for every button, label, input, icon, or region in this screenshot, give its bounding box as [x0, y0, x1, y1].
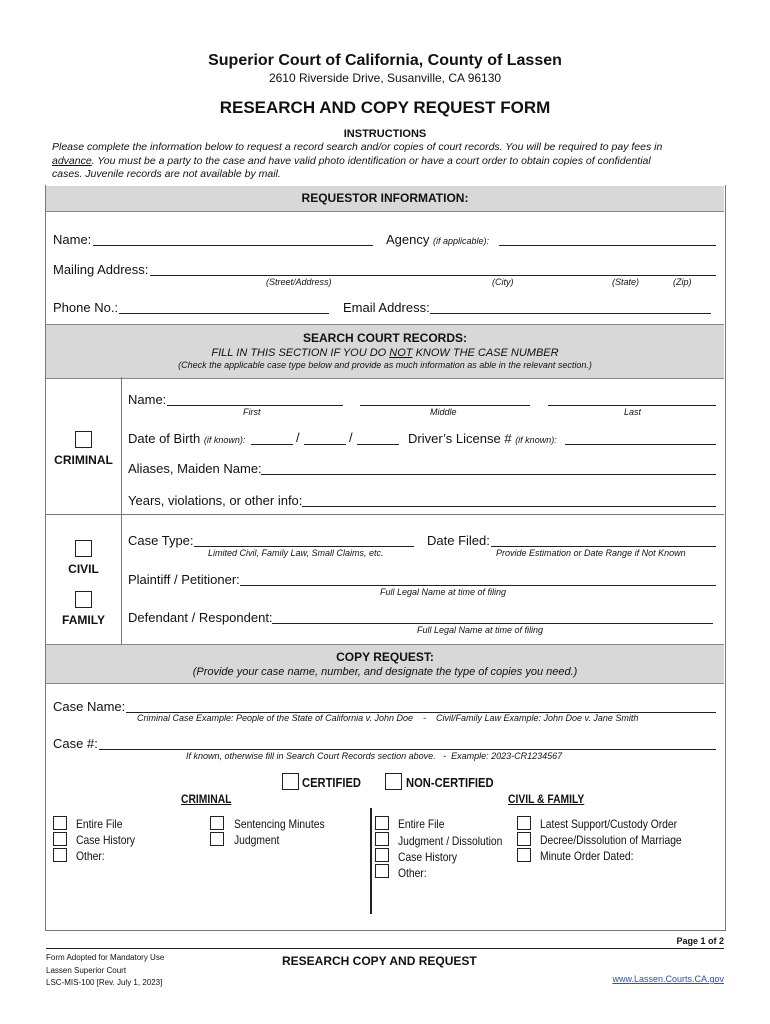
copy-options-divider	[370, 808, 372, 914]
plaintiff-label: Plaintiff / Petitioner:	[128, 572, 240, 587]
civil-checkbox[interactable]	[75, 540, 92, 557]
last-hint: Last	[624, 407, 642, 417]
dl-label-wrap	[408, 431, 557, 446]
civil-entire-file-label: Entire File	[398, 817, 445, 831]
page-number: Page 1 of 2	[676, 936, 724, 946]
date-filed-label: Date Filed:	[427, 533, 490, 548]
instructions-line-2-rest: . You must be a party to the case and have valid photo identification or have a court order to obtain copies of confidential	[91, 155, 651, 167]
street-hint: (Street/Address)	[266, 277, 332, 287]
copy-subheading: (Provide your case name, number, and designate the type of copies you need.)	[192, 666, 578, 678]
drivers-license-field[interactable]	[565, 444, 716, 445]
criminal-other-label: Other:	[76, 849, 105, 863]
civil-case-history-label: Case History	[398, 850, 458, 864]
date-filed-field[interactable]	[491, 546, 716, 547]
plaintiff-field[interactable]	[240, 585, 716, 586]
agency-note: (if applicable):	[433, 236, 490, 246]
criminal-case-history-label: Case History	[76, 833, 136, 847]
search-sub-pre: FILL IN THIS SECTION IF YOU DO	[211, 347, 390, 359]
years-label: Years, violations, or other info:	[128, 493, 303, 508]
court-website-link[interactable]: www.Lassen.Courts.CA.gov	[612, 974, 724, 984]
agency-label-wrap	[386, 232, 489, 247]
form-number: LSC-MIS-100 [Rev. July 1, 2023]	[46, 978, 163, 987]
dob-day-field[interactable]	[304, 444, 346, 445]
case-number-hint: If known, otherwise fill in Search Court Records section above. - Example: 2023-CR1234567	[186, 751, 563, 761]
civil-case-history-checkbox[interactable]	[375, 848, 389, 862]
court-address: 2610 Riverside Drive, Susanville, CA 96130	[268, 71, 502, 85]
criminal-case-history-checkbox[interactable]	[53, 832, 67, 846]
requestor-name-field[interactable]	[93, 245, 373, 246]
last-name-field[interactable]	[548, 405, 716, 406]
search-sub-not: NOT	[389, 347, 413, 359]
city-hint: (City)	[492, 277, 514, 287]
criminal-name-label: Name:	[128, 392, 167, 407]
non-certified-checkbox[interactable]	[385, 773, 402, 790]
case-number-label: Case #:	[53, 736, 98, 751]
footer-court: Lassen Superior Court	[46, 966, 127, 975]
search-subheading	[46, 347, 724, 359]
dl-label: Driver’s License #	[408, 431, 512, 446]
dob-year-field[interactable]	[357, 444, 399, 445]
instructions-line-2	[52, 155, 651, 167]
civil-family-copies-heading: CIVIL & FAMILY	[508, 792, 585, 806]
dl-note: (if known):	[515, 435, 557, 445]
mailing-address-field[interactable]	[150, 275, 716, 276]
zip-hint: (Zip)	[673, 277, 692, 287]
copy-heading: COPY REQUEST:	[336, 650, 434, 664]
mailing-address-label: Mailing Address:	[53, 262, 149, 277]
criminal-entire-file-label: Entire File	[76, 817, 123, 831]
defendant-field[interactable]	[272, 623, 713, 624]
email-label: Email Address:	[343, 300, 430, 315]
instructions-heading: INSTRUCTIONS	[343, 128, 427, 140]
years-field[interactable]	[302, 506, 716, 507]
defendant-hint: Full Legal Name at time of filing	[417, 625, 544, 635]
civil-other-checkbox[interactable]	[375, 864, 389, 878]
search-heading: SEARCH COURT RECORDS:	[302, 331, 467, 345]
case-type-field[interactable]	[194, 546, 414, 547]
criminal-label: CRIMINAL	[54, 453, 113, 467]
non-certified-label: NON-CERTIFIED	[406, 775, 494, 790]
minute-order-checkbox[interactable]	[517, 848, 531, 862]
dob-month-field[interactable]	[251, 444, 293, 445]
family-checkbox[interactable]	[75, 591, 92, 608]
aliases-label: Aliases, Maiden Name:	[128, 461, 262, 476]
criminal-copies-heading: CRIMINAL	[181, 792, 232, 806]
date-filed-hint: Provide Estimation or Date Range if Not Known	[496, 548, 686, 558]
search-divider	[121, 377, 122, 644]
case-type-label: Case Type:	[128, 533, 194, 548]
first-hint: First	[243, 407, 261, 417]
search-header	[46, 324, 724, 379]
case-name-label: Case Name:	[53, 699, 126, 714]
criminal-entire-file-checkbox[interactable]	[53, 816, 67, 830]
requestor-name-label: Name:	[53, 232, 92, 247]
decree-dissolution-checkbox[interactable]	[517, 832, 531, 846]
requestor-header	[46, 186, 724, 212]
case-type-hint: Limited Civil, Family Law, Small Claims, etc.	[208, 548, 384, 558]
dob-label: Date of Birth	[128, 431, 201, 446]
sentencing-minutes-label: Sentencing Minutes	[234, 817, 325, 831]
search-sub-post: KNOW THE CASE NUMBER	[412, 347, 559, 359]
phone-field[interactable]	[119, 313, 329, 314]
support-custody-order-checkbox[interactable]	[517, 816, 531, 830]
instructions-line-1: Please complete the information below to request a record search and/or copies of court records. You will be required to pay fees in	[52, 141, 663, 153]
footer-title: RESEARCH COPY AND REQUEST	[282, 954, 477, 968]
certified-label: CERTIFIED	[302, 775, 362, 790]
criminal-checkbox[interactable]	[75, 431, 92, 448]
footer-rule	[46, 948, 724, 949]
state-hint: (State)	[612, 277, 640, 287]
judgment-checkbox[interactable]	[210, 832, 224, 846]
plaintiff-hint: Full Legal Name at time of filing	[380, 587, 507, 597]
support-custody-order-label: Latest Support/Custody Order	[540, 817, 678, 831]
family-label: FAMILY	[62, 613, 105, 627]
criminal-other-checkbox[interactable]	[53, 848, 67, 862]
dob-sep-2: /	[349, 430, 353, 445]
defendant-label: Defendant / Respondent:	[128, 610, 273, 625]
aliases-field[interactable]	[261, 474, 716, 475]
agency-field[interactable]	[499, 245, 716, 246]
sentencing-minutes-checkbox[interactable]	[210, 816, 224, 830]
case-number-field[interactable]	[99, 749, 716, 750]
requestor-heading: REQUESTOR INFORMATION:	[301, 191, 469, 205]
decree-dissolution-label: Decree/Dissolution of Marriage	[540, 833, 682, 847]
dob-label-wrap	[128, 431, 245, 446]
email-field[interactable]	[430, 313, 711, 314]
copy-header	[46, 644, 724, 684]
civil-other-label: Other:	[398, 866, 427, 880]
dob-note: (if known):	[203, 435, 246, 445]
form-title: RESEARCH AND COPY REQUEST FORM	[219, 98, 551, 117]
instructions-line-3: cases. Juvenile records are not available by mail.	[52, 168, 281, 180]
dob-sep-1: /	[296, 430, 300, 445]
first-name-field[interactable]	[167, 405, 343, 406]
judgment-label: Judgment	[234, 833, 280, 847]
judgment-dissolution-label: Judgment / Dissolution	[398, 834, 503, 848]
criminal-civil-divider	[46, 514, 724, 515]
form-adopted: Form Adopted for Mandatory Use	[46, 953, 165, 962]
civil-entire-file-checkbox[interactable]	[375, 816, 389, 830]
phone-label: Phone No.:	[53, 300, 119, 315]
case-name-hint: Criminal Case Example: People of the State of California v. John Doe - Civil/Family Law Example: John Doe v. Jane Smith	[137, 713, 639, 723]
certified-checkbox[interactable]	[282, 773, 299, 790]
middle-hint: Middle	[430, 407, 457, 417]
minute-order-label: Minute Order Dated:	[540, 849, 634, 863]
court-name: Superior Court of California, County of Lassen	[208, 52, 562, 69]
search-note: (Check the applicable case type below and provide as much information as able in the relevant section.)	[178, 360, 592, 370]
judgment-dissolution-checkbox[interactable]	[375, 832, 389, 846]
agency-label: Agency	[386, 232, 430, 247]
advance-text: advance	[52, 155, 92, 167]
civil-label: CIVIL	[68, 562, 99, 576]
middle-name-field[interactable]	[360, 405, 530, 406]
